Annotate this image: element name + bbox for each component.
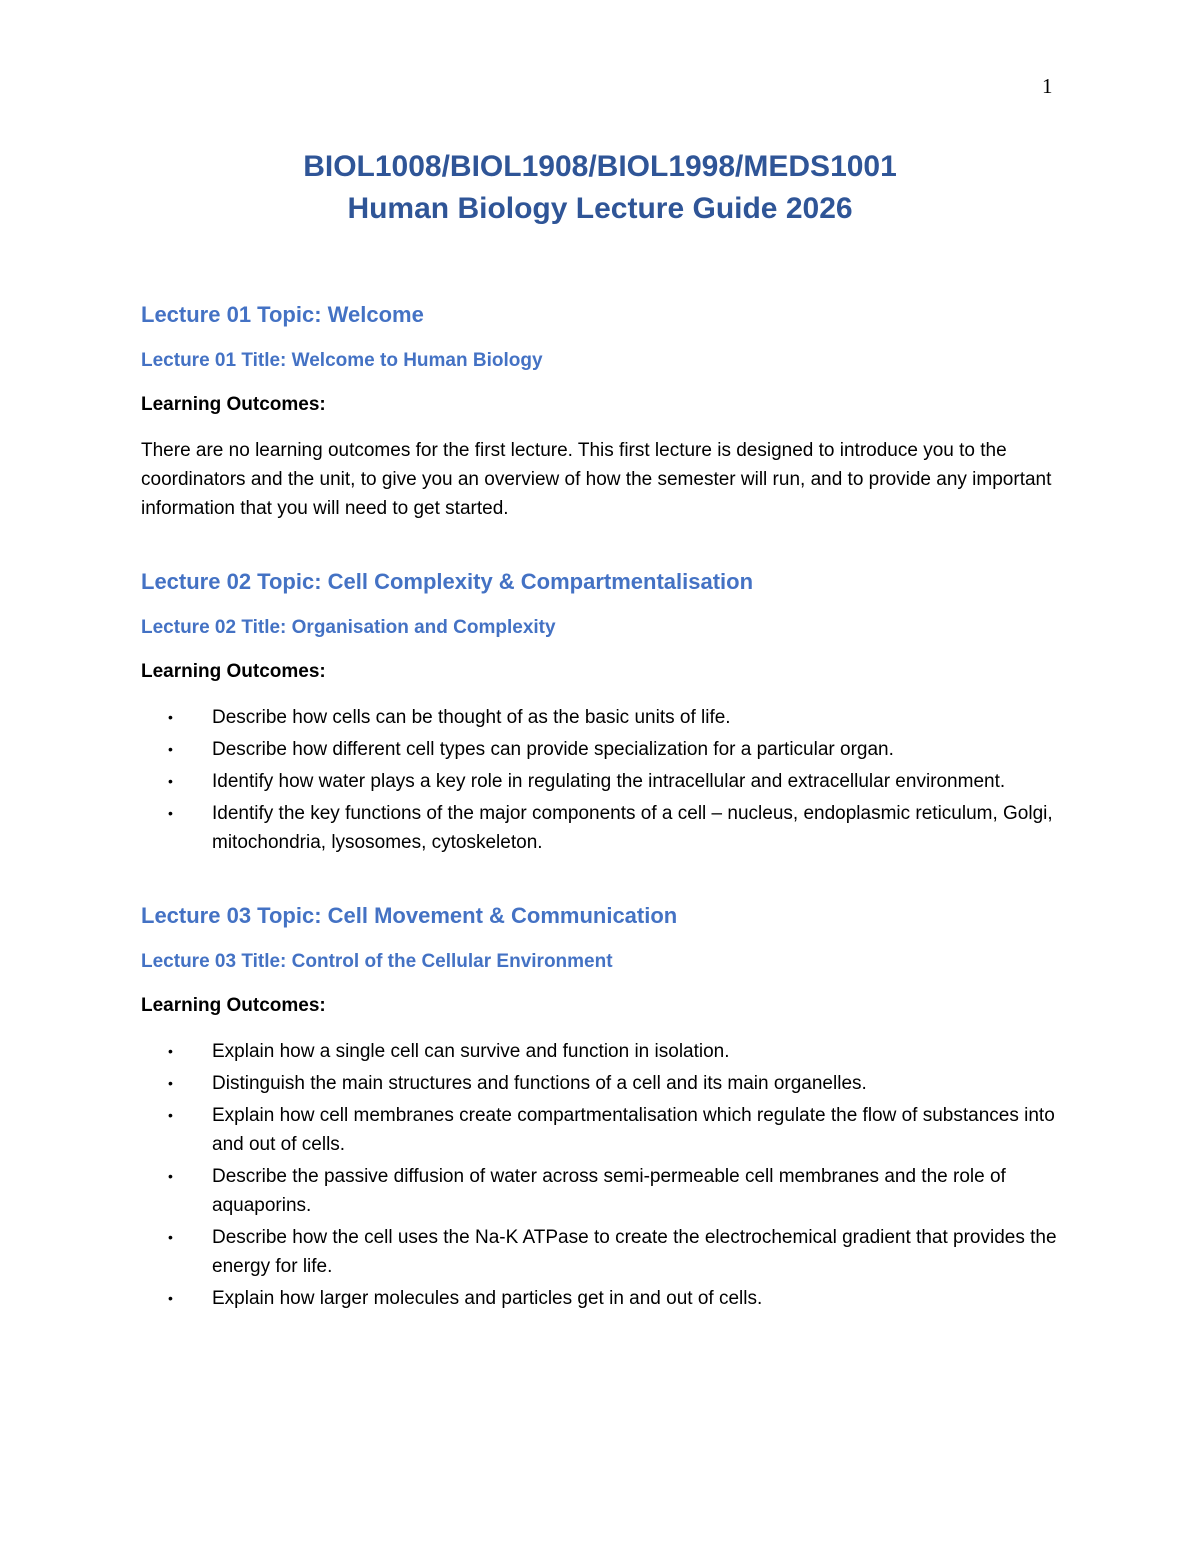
- learning-outcome-item: [141, 799, 1071, 857]
- learning-outcome-item: [141, 703, 1071, 732]
- learning-outcome-text: Distinguish the main structures and functions of a cell and its main organelles.: [212, 1073, 867, 1094]
- learning-outcome-text: Explain how cell membranes create compartmentalisation which regulate the flow of substances into and out of cells.: [212, 1105, 1055, 1155]
- learning-outcomes-label: Learning Outcomes:: [141, 995, 326, 1016]
- lecture-title-heading: Lecture 01 Title: Welcome to Human Biology: [141, 350, 543, 371]
- document-header: [0, 146, 1200, 230]
- learning-outcome-text: Explain how larger molecules and particles get in and out of cells.: [212, 1288, 763, 1309]
- bullet-icon: •: [168, 741, 173, 757]
- learning-outcome-item: [141, 1069, 1071, 1098]
- bullet-icon: •: [168, 1107, 173, 1123]
- lecture-topic-heading: Lecture 03 Topic: Cell Movement & Communication: [141, 903, 678, 928]
- learning-outcomes-label: Learning Outcomes:: [141, 394, 326, 415]
- learning-outcome-item: [141, 1101, 1071, 1159]
- learning-outcome-item: [141, 1162, 1071, 1220]
- learning-outcome-item: [141, 735, 1071, 764]
- learning-outcome-text: Describe how different cell types can provide specialization for a particular organ.: [212, 739, 894, 760]
- learning-outcome-text: Identify how water plays a key role in regulating the intracellular and extracellular environment.: [212, 771, 1006, 792]
- learning-outcome-item: [141, 1037, 1071, 1066]
- bullet-icon: •: [168, 1229, 173, 1245]
- page-number: 1: [1042, 74, 1053, 98]
- lecture-03-section: [141, 901, 1071, 1313]
- bullet-icon: •: [168, 773, 173, 789]
- lecture-guide-content: [141, 300, 1071, 1357]
- learning-outcomes-list: [141, 703, 1071, 857]
- course-codes: BIOL1008/BIOL1908/BIOL1998/MEDS1001: [303, 150, 897, 183]
- learning-outcome-text: Describe the passive diffusion of water across semi-permeable cell membranes and the role of aquaporins.: [212, 1166, 1006, 1216]
- bullet-icon: •: [168, 805, 173, 821]
- lecture-01-section: [141, 300, 1071, 523]
- bullet-icon: •: [168, 1168, 173, 1184]
- learning-outcome-item: [141, 767, 1071, 796]
- bullet-icon: •: [168, 1043, 173, 1059]
- learning-outcome-text: Describe how cells can be thought of as the basic units of life.: [212, 707, 731, 728]
- bullet-icon: •: [168, 1075, 173, 1091]
- lecture-topic-heading: Lecture 02 Topic: Cell Complexity & Compartmentalisation: [141, 569, 754, 594]
- learning-outcome-text: Describe how the cell uses the Na-K ATPase to create the electrochemical gradient that provides the energy for life.: [212, 1227, 1057, 1277]
- learning-outcomes-list: [141, 1037, 1071, 1313]
- bullet-icon: •: [168, 709, 173, 725]
- learning-outcome-item: [141, 1284, 1071, 1313]
- bullet-icon: •: [168, 1290, 173, 1306]
- learning-outcome-text: Identify the key functions of the major components of a cell – nucleus, endoplasmic reticulum, Golgi, mitochondria, lysosomes, cytoskeleton.: [212, 803, 1053, 853]
- lecture-title-heading: Lecture 03 Title: Control of the Cellular Environment: [141, 951, 613, 972]
- learning-outcomes-label: Learning Outcomes:: [141, 661, 326, 682]
- lecture-intro-paragraph: There are no learning outcomes for the first lecture. This first lecture is designed to introduce you to the coordinators and the unit, to give you an overview of how the semester will run, and to provide any important information that you will need to get started.: [141, 440, 1052, 519]
- lecture-02-section: [141, 567, 1071, 857]
- learning-outcome-text: Explain how a single cell can survive and function in isolation.: [212, 1041, 730, 1062]
- document-title: Human Biology Lecture Guide 2026: [347, 192, 853, 225]
- lecture-title-heading: Lecture 02 Title: Organisation and Complexity: [141, 617, 556, 638]
- lecture-topic-heading: Lecture 01 Topic: Welcome: [141, 302, 424, 327]
- learning-outcome-item: [141, 1223, 1071, 1281]
